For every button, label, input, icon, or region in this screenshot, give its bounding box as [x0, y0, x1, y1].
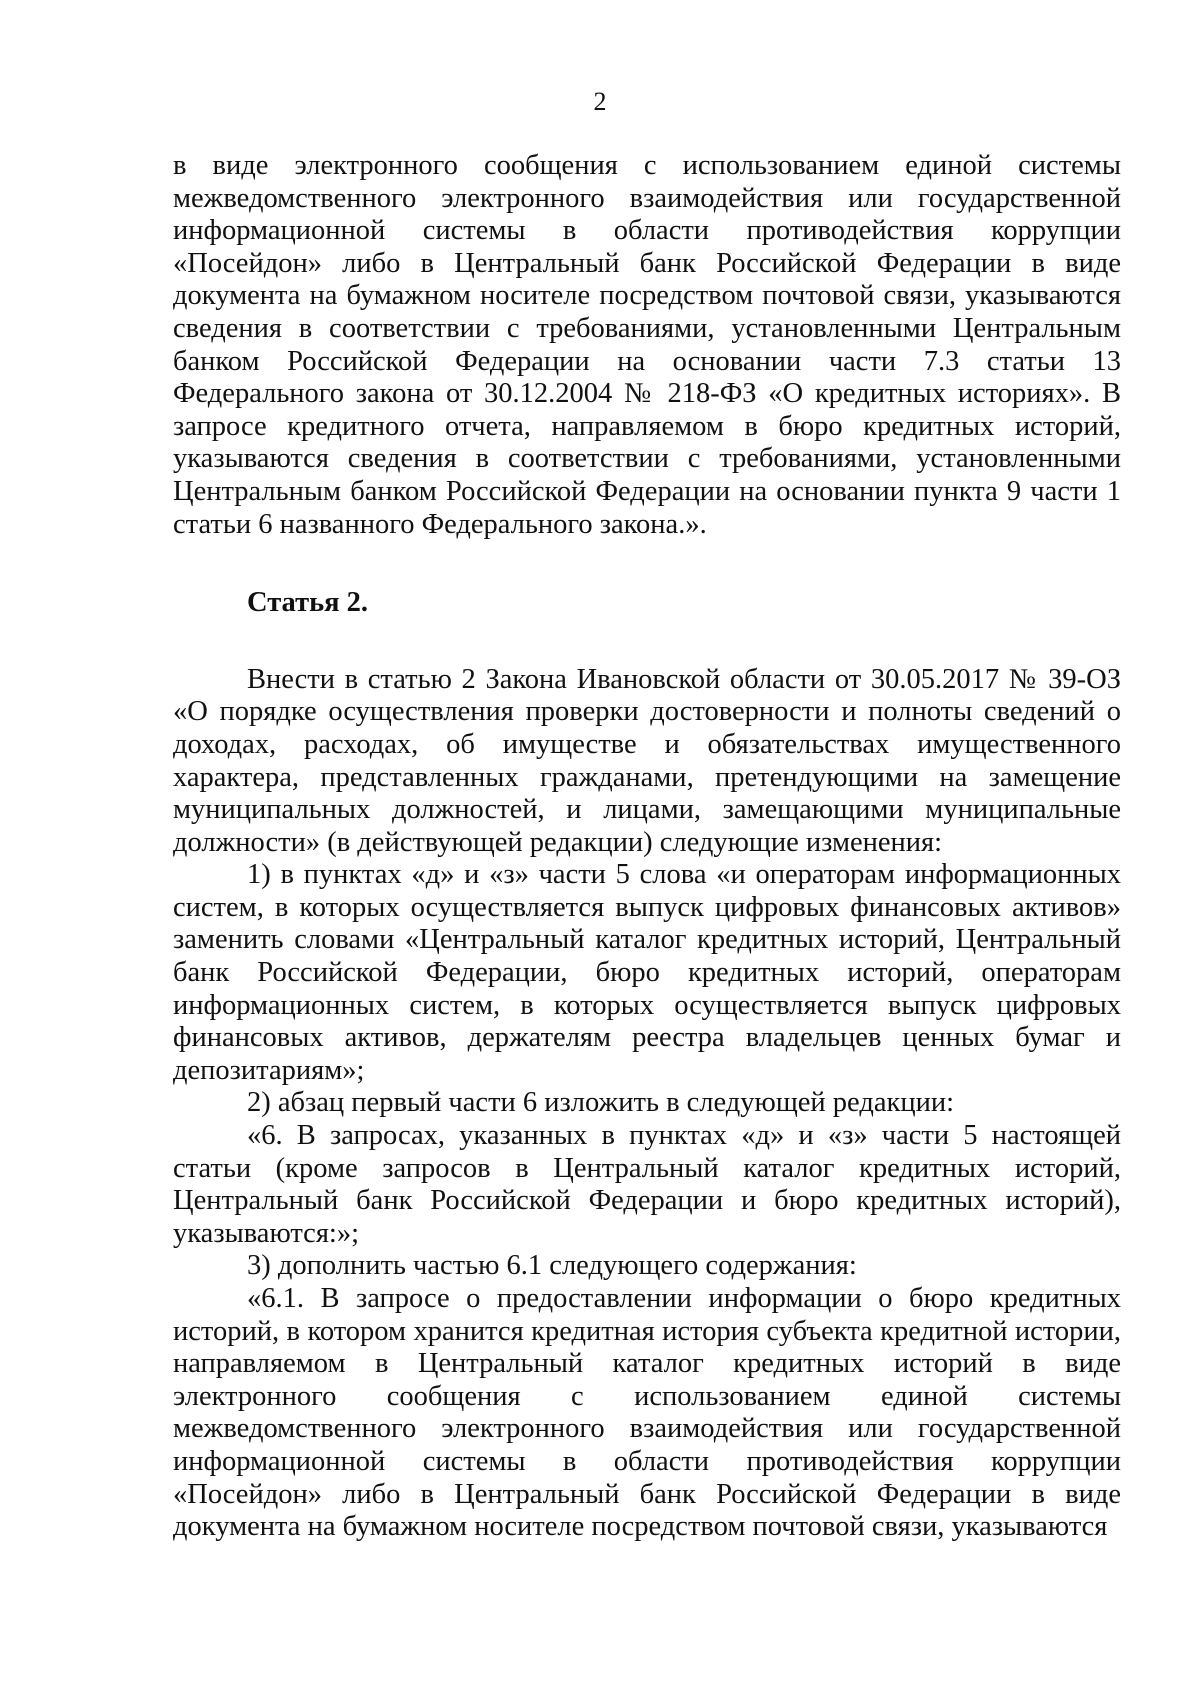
paragraph-quote-6: «6. В запросах, указанных в пунктах «д» и «з» части 5 настоящей статьи (кроме запросов в Центральный каталог кредитных историй, Центральный банк Российской Федерации и бюро кредитных историй), указываются:»;: [173, 1120, 1121, 1249]
paragraph-item-2: 2) абзац первый части 6 изложить в следующей редакции:: [247, 1087, 955, 1119]
paragraph-item-1: 1) в пунктах «д» и «з» части 5 слова «и операторам информационных систем, в которых осуществляется выпуск цифровых финансовых активов» заменить словами «Центральный каталог кредитных историй, Центральный банк Российской Федерации, бюро кредитных историй, операторам информационных систем, в которых осуществляется выпуск цифровых финансовых активов, держателям реестра владельцев ценных бумаг и депозитариям»;: [173, 859, 1121, 1086]
paragraph-item-3: 3) дополнить частью 6.1 следующего содержания:: [247, 1250, 857, 1282]
article-heading: Статья 2.: [247, 587, 369, 619]
document-body: [173, 150, 1121, 1544]
page-number: 2: [593, 87, 607, 116]
paragraph-quote-6-1: «6.1. В запросе о предоставлении информации о бюро кредитных историй, в котором хранится кредитная история субъекта кредитной истории, направляемом в Центральный каталог кредитных историй в виде электронного сообщения с использованием единой системы межведомственного электронного взаимодействия или государственной информационной системы в области противодействия коррупции «Посейдон» либо в Центральный банк Российской Федерации в виде документа на бумажном носителе посредством почтовой связи, указываются: [173, 1283, 1121, 1543]
paragraph-article-intro: Внести в статью 2 Закона Ивановской области от 30.05.2017 № 39-ОЗ «О порядке осуществления проверки достоверности и полноты сведений о доходах, расходах, об имуществе и обязательствах имущественного характера, представленных гражданами, претендующими на замещение муниципальных должностей, и лицами, замещающими муниципальные должности» (в действующей редакции) следующие изменения:: [173, 663, 1121, 858]
paragraph-continuation: в виде электронного сообщения с использованием единой системы межведомственного электронного взаимодействия или государственной информационной системы в области противодействия коррупции «Посейдон» либо в Центральный банк Российской Федерации в виде документа на бумажном носителе посредством почтовой связи, указываются сведения в соответствии с требованиями, установленными Центральным банком Российской Федерации на основании части 7.3 статьи 13 Федерального закона от 30.12.2004 № 218-ФЗ «О кредитных историях». В запросе кредитного отчета, направляемом в бюро кредитных историй, указываются сведения в соответствии с требованиями, установленными Центральным банком Российской Федерации на основании пункта 9 части 1 статьи 6 названного Федерального закона.».: [173, 150, 1121, 540]
